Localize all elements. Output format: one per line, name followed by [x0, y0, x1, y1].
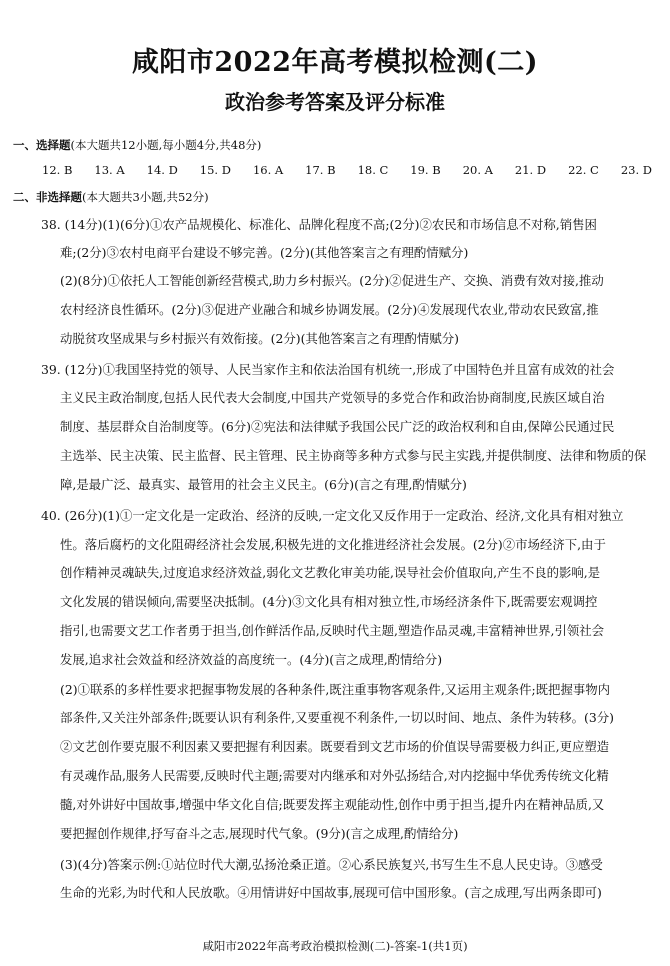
section-heading-choice [13, 137, 663, 153]
choice-answer: 18. C [357, 163, 389, 177]
answer-line: 障,是最广泛、最真实、最管用的社会主义民主。(6分)(言之有理,酌情赋分) [60, 477, 467, 492]
choice-answer: 23. D [620, 163, 652, 177]
section-note: (本大题共12小题,每小题4分,共48分) [70, 138, 262, 152]
answer-line: ②文艺创作要克服不利因素又要把握有利因素。既要看到文艺市场的价值误导需要极力纠正,更应塑造 [60, 739, 610, 754]
choice-answer: 13. A [94, 163, 125, 177]
page-footer: 咸阳市2022年高考政治模拟检测(二)-答案-1(共1页) [202, 939, 468, 953]
answer-line: 文化发展的错误倾向,需要坚决抵制。(4分)③文化具有相对独立性,市场经济条件下,既需要宏观调控 [60, 594, 598, 609]
choice-answer: 20. A [462, 163, 493, 177]
answer-line: 39. (12分)①我国坚持党的领导、人民当家作主和依法治国有机统一,形成了中国特色并且富有成效的社会 [41, 362, 615, 377]
answer-line: 动脱贫攻坚成果与乡村振兴有效衔接。(2分)(其他答案言之有理酌情赋分) [60, 331, 459, 346]
choice-answer: 16. A [252, 163, 284, 177]
choice-answer: 19. B [410, 163, 441, 177]
choice-answer: 17. B [305, 163, 336, 177]
section-heading-open [13, 189, 663, 205]
answer-line: 髓,对外讲好中国故事,增强中华文化自信;既要发挥主观能动性,创作中勇于担当,提升内在精神品质,又 [60, 797, 605, 812]
page-title: 咸阳市2022年高考模拟检测(二) [131, 47, 539, 78]
choice-answer: 14. D [146, 163, 178, 177]
choice-answer: 12. B [42, 163, 73, 177]
answer-line: 农村经济良性循环。(2分)③促进产业融合和城乡协调发展。(2分)④发展现代农业,带动农民致富,推 [60, 302, 599, 317]
answer-line: 指引,也需要文艺工作者勇于担当,创作鲜活作品,反映时代主题,塑造作品灵魂,丰富精神世界,引领社会 [60, 623, 605, 638]
answer-line: 主义民主政治制度,包括人民代表大会制度,中国共产党领导的多党合作和政治协商制度,民族区域自治 [60, 390, 605, 405]
section-label: 二、非选择题 [13, 190, 82, 204]
answer-line: 性。落后腐朽的文化阻碍经济社会发展,积极先进的文化推进经济社会发展。(2分)②市场经济下,由于 [60, 537, 606, 552]
answer-line: 部条件,又关注外部条件;既要认识有利条件,又要重视不利条件,一切以时间、地点、条件为转移。(3分) [60, 710, 614, 725]
answer-line: 创作精神灵魂缺失,过度追求经济效益,弱化文艺教化审美功能,误导社会价值取向,产生不良的影响,是 [60, 565, 601, 580]
page-subtitle: 政治参考答案及评分标准 [225, 90, 445, 114]
choice-answer: 15. D [199, 163, 231, 177]
choice-answer: 21. D [514, 163, 547, 177]
answer-line: (3)(4分)答案示例:①站位时代大潮,弘扬沧桑正道。②心系民族复兴,书写生生不息人民史诗。③感受 [60, 857, 603, 872]
section-note: (本大题共3小题,共52分) [82, 190, 209, 204]
answer-line: 制度、基层群众自治制度等。(6分)②宪法和法律赋予我国公民广泛的政治权利和自由,保障公民通过民 [60, 419, 615, 434]
answer-line: 要把握创作规律,抒写奋斗之志,展现时代气象。(9分)(言之成理,酌情给分) [60, 826, 459, 841]
section-label: 一、选择题 [13, 138, 71, 152]
answer-line: 40. (26分)(1)①一定文化是一定政治、经济的反映,一定文化又反作用于一定政治、经济,文化具有相对独立 [41, 508, 624, 523]
answer-line: 主选举、民主决策、民主监督、民主管理、民主协商等多种方式参与民主实践,并提供制度、法律和物质的保 [60, 448, 647, 463]
answer-line: 38. (14分)(1)(6分)①农产品规模化、标准化、品牌化程度不高;(2分)②农民和市场信息不对称,销售困 [41, 217, 597, 232]
answer-line: 难;(2分)③农村电商平台建设不够完善。(2分)(其他答案言之有理酌情赋分) [60, 245, 469, 260]
answer-line: 有灵魂作品,服务人民需要,反映时代主题;需要对内继承和对外弘扬结合,对内挖掘中华优秀传统文化精 [60, 768, 609, 783]
choice-answer: 22. C [568, 163, 599, 177]
answer-line: (2)①联系的多样性要求把握事物发展的各种条件,既注重事物客观条件,又运用主观条件;既把握事物内 [60, 682, 611, 697]
answer-line: (2)(8分)①依托人工智能创新经营模式,助力乡村振兴。(2分)②促进生产、交换、消费有效对接,推动 [60, 273, 604, 288]
answer-line: 生命的光彩,为时代和人民放歌。④用情讲好中国故事,展现可信中国形象。(言之成理,写出两条即可) [60, 885, 602, 900]
choice-answers-row [42, 161, 652, 179]
answer-line: 发展,追求社会效益和经济效益的高度统一。(4分)(言之成理,酌情给分) [60, 652, 443, 667]
